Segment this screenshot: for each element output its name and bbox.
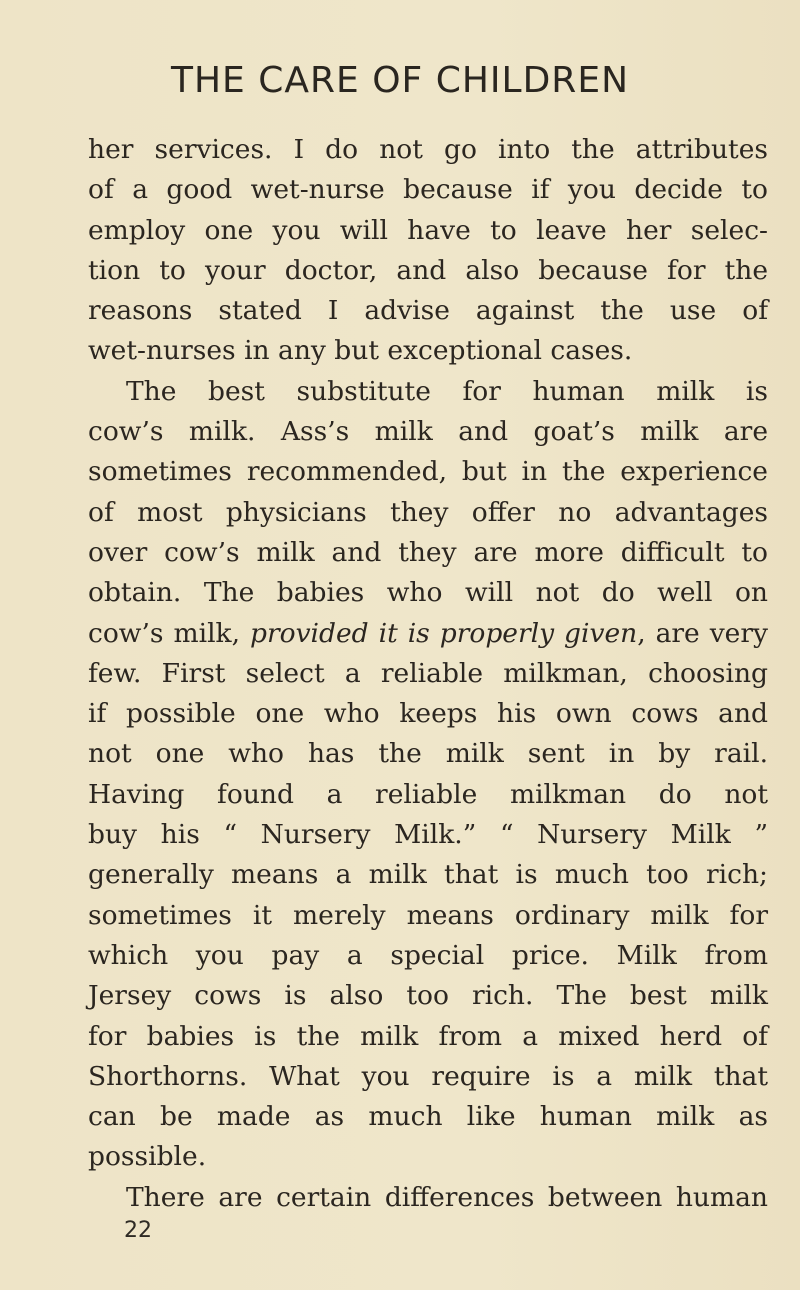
paragraph-start-line: The best substitute for human milk is [126,375,768,407]
text-line: tion to your doctor, and also because for the [88,254,768,286]
running-head: THE CARE OF CHILDREN [171,60,629,101]
text-line-with-emphasis [88,614,768,654]
text-line: sometimes recommended, but in the experience [88,456,768,488]
text-line: Shorthorns. What you require is a milk that [88,1060,768,1092]
text-line: over cow’s milk and they are more difficult to [88,536,768,568]
text-line: if possible one who keeps his own cows and [88,698,768,730]
text-line: for babies is the milk from a mixed herd of [88,1020,768,1052]
text-line: few. First select a reliable milkman, choosing [88,657,768,689]
text-line: reasons stated I advise against the use of [88,295,768,327]
text-line: of most physicians they offer no advantages [88,496,768,528]
text-run: cow’s milk, [88,617,250,649]
text-line: employ one you will have to leave her selec- [88,214,768,246]
text-line: sometimes it merely means ordinary milk for [88,899,768,931]
text-line: possible. [88,1141,207,1173]
text-line: cow’s milk. Ass’s milk and goat’s milk are [88,416,768,448]
text-line: which you pay a special price. Milk from [88,939,768,971]
text-line: Having found a reliable milkman do not [88,778,768,810]
page-number: 22 [124,1218,152,1243]
text-line: not one who has the milk sent in by rail. [88,738,768,770]
body-text [88,130,768,1218]
text-line: Jersey cows is also too rich. The best milk [88,980,768,1012]
text-line: buy his “ Nursery Milk.” “ Nursery Milk ” [88,819,768,851]
text-run: , are very [637,617,768,649]
italic-emphasis: provided it is properly given [250,617,638,649]
text-line: obtain. The babies who will not do well on [88,577,768,609]
text-line: wet-nurses in any but exceptional cases. [88,335,633,367]
text-line: generally means a milk that is much too rich; [88,859,768,891]
text-line: of a good wet-nurse because if you decide to [88,174,768,206]
text-line: can be made as much like human milk as [88,1101,768,1133]
text-line: her services. I do not go into the attributes [88,134,768,165]
paragraph-start-line: There are certain differences between human [126,1181,768,1213]
